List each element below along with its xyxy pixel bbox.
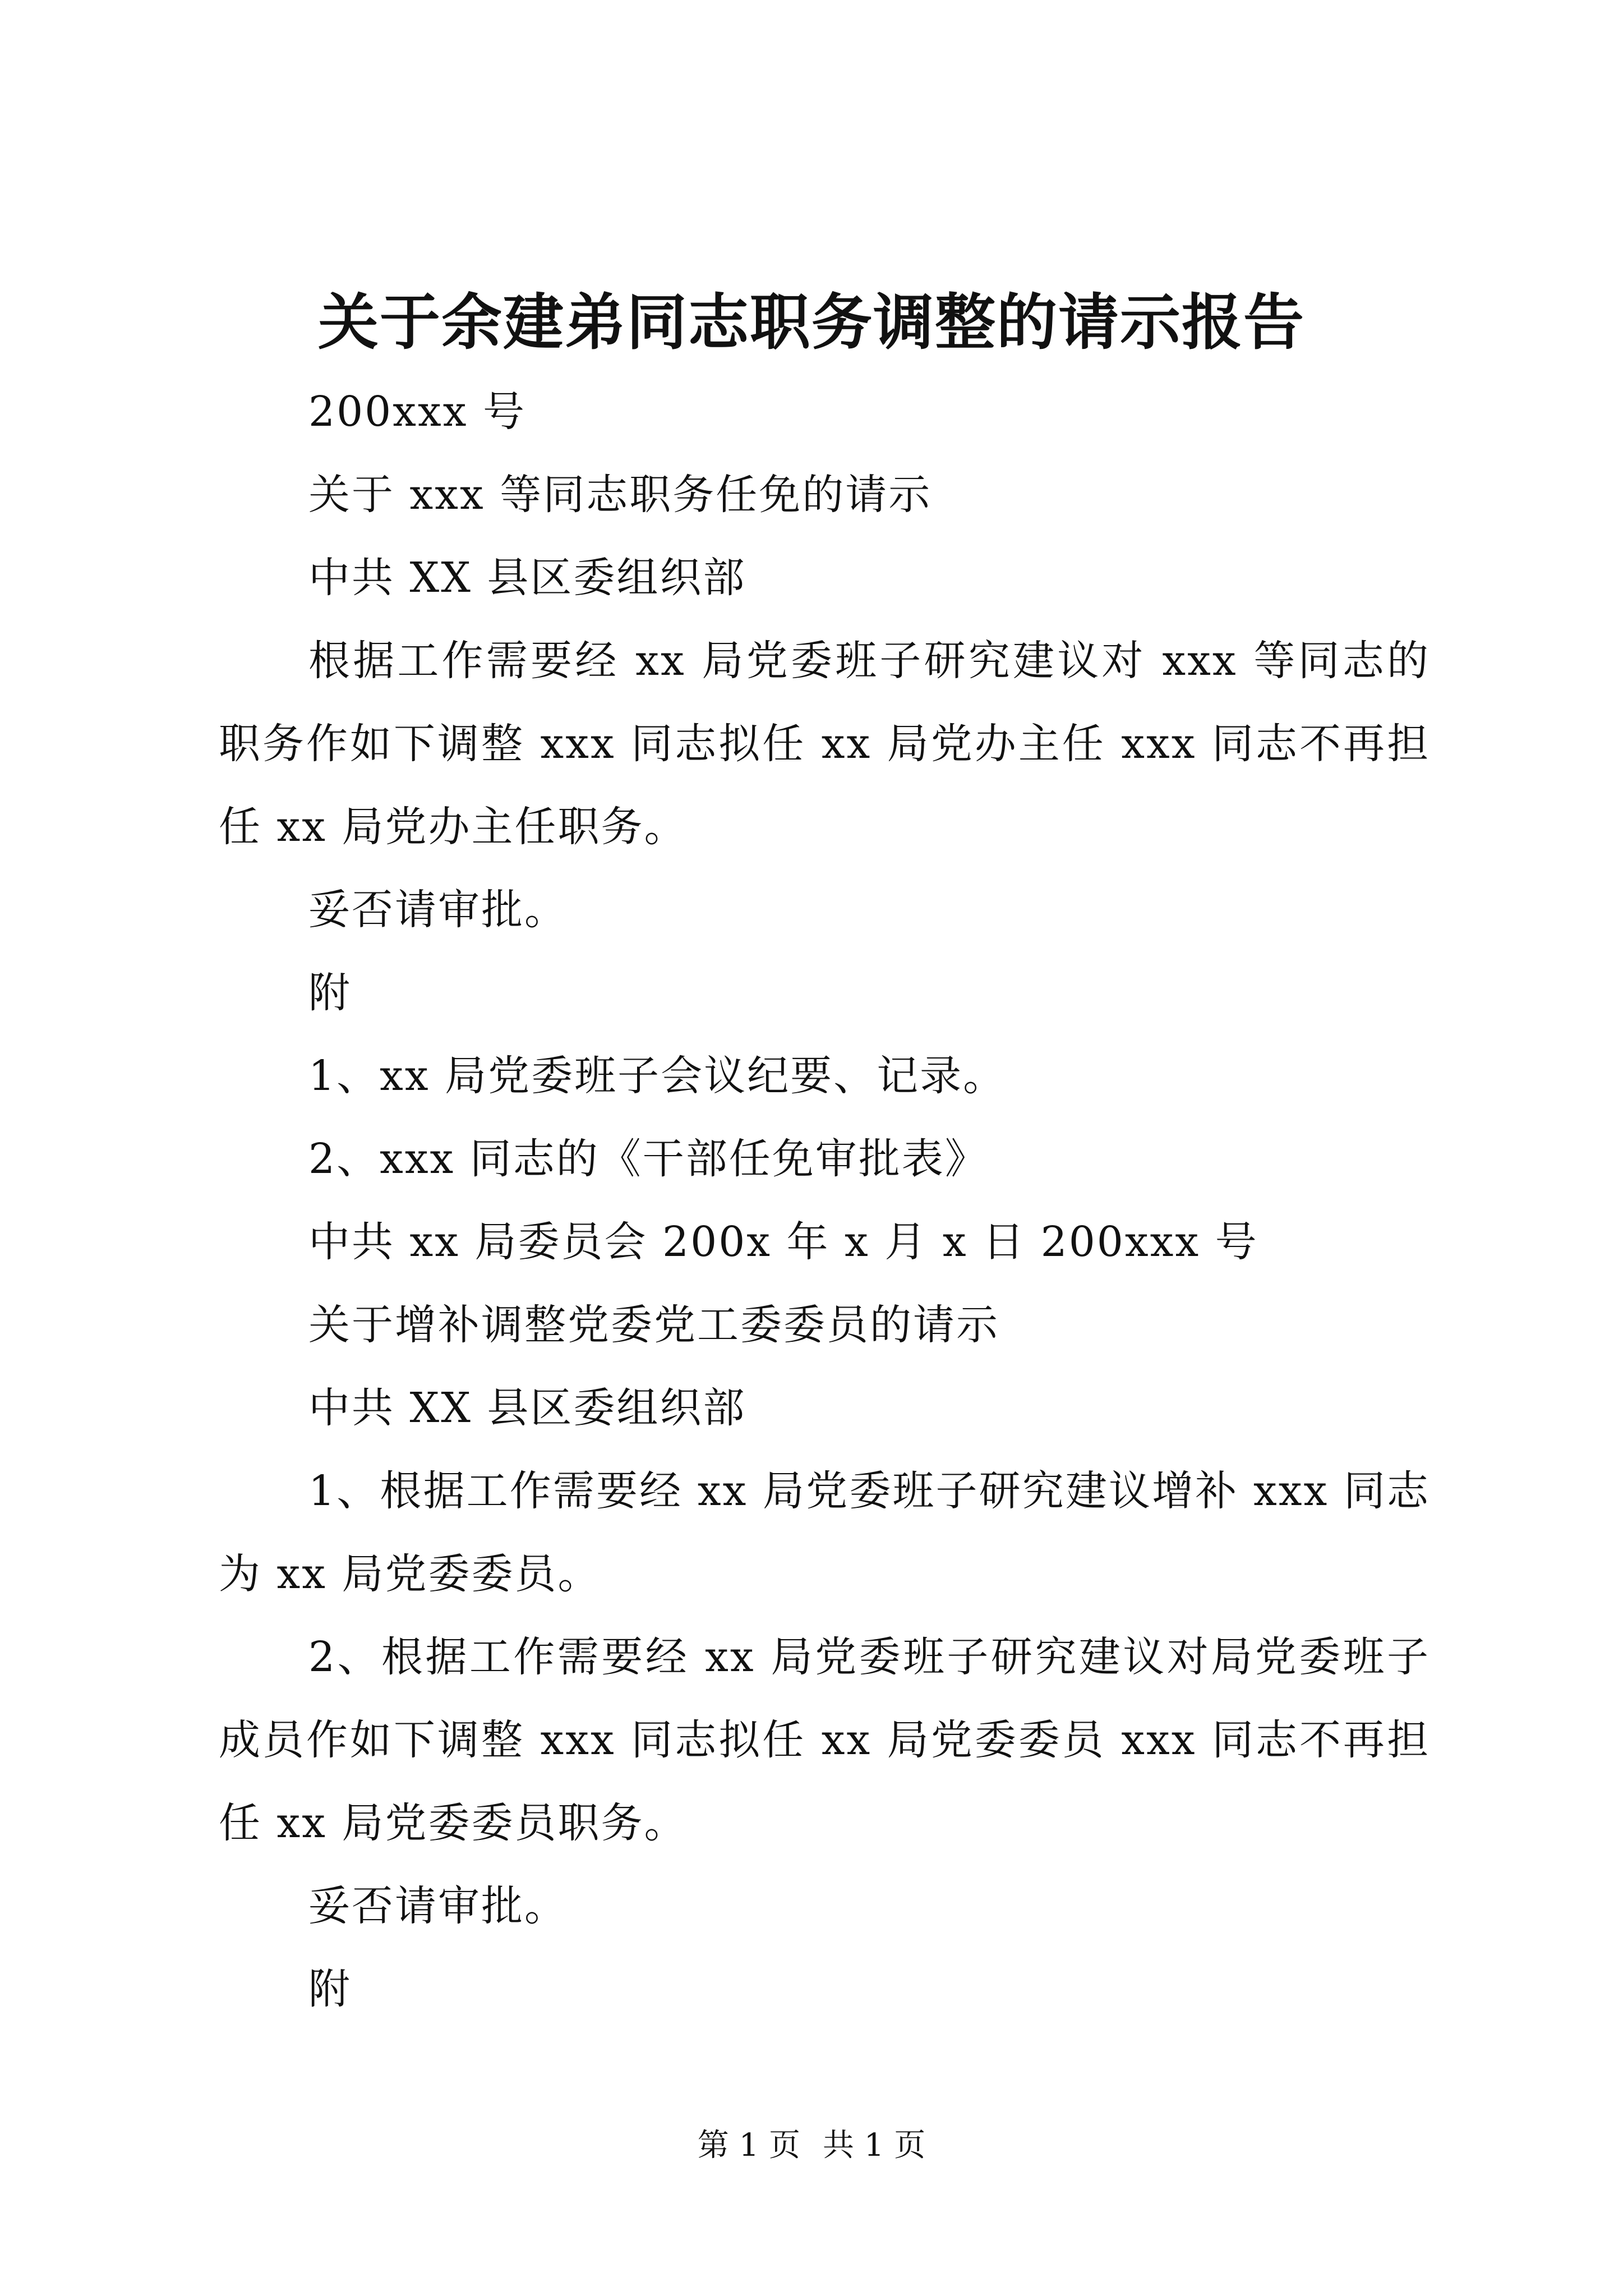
request-subject: 关于增补调整党委党工委委员的请示 xyxy=(308,1301,999,1349)
document-number: 200xxx 号 xyxy=(308,388,526,436)
page-number: 第 1 页 xyxy=(697,2127,800,2164)
issuer-date-line: 中共 xx 局委员会 200x 年 x 月 x 日 200xxx 号 xyxy=(308,1218,1258,1266)
document-body xyxy=(219,370,1430,2031)
attachment-item: 1、xx 局党委班子会议纪要、记录。 xyxy=(308,1052,1007,1100)
request-subject: 关于 xxx 等同志职务任免的请示 xyxy=(308,471,932,519)
approval-request: 妥否请审批。 xyxy=(308,1882,568,1930)
recipient: 中共 XX 县区委组织部 xyxy=(308,1384,746,1432)
body-paragraph: 2、根据工作需要经 xx 局党委班子研究建议对局党委班子成员作如下调整 xxx 同志拟任 xx 局党委委员 xxx 同志不再担任 xx 局党委委员职务。 xyxy=(219,1633,1430,1847)
recipient: 中共 XX 县区委组织部 xyxy=(308,554,746,602)
document-title: 关于余建弟同志职务调整的请示报告 xyxy=(317,287,1305,358)
page-total: 共 1 页 xyxy=(823,2127,926,2164)
page-footer xyxy=(0,2126,1623,2165)
attachment-heading: 附 xyxy=(308,1965,352,2013)
approval-request: 妥否请审批。 xyxy=(308,886,568,934)
attachment-heading: 附 xyxy=(308,969,352,1017)
body-paragraph: 1、根据工作需要经 xx 局党委班子研究建议增补 xxx 同志为 xx 局党委委员。 xyxy=(219,1467,1430,1598)
body-paragraph: 根据工作需要经 xx 局党委班子研究建议对 xxx 等同志的职务作如下调整 xxx 同志拟任 xx 局党办主任 xxx 同志不再担任 xx 局党办主任职务。 xyxy=(219,637,1430,851)
attachment-item: 2、xxx 同志的《干部任免审批表》 xyxy=(308,1135,988,1183)
